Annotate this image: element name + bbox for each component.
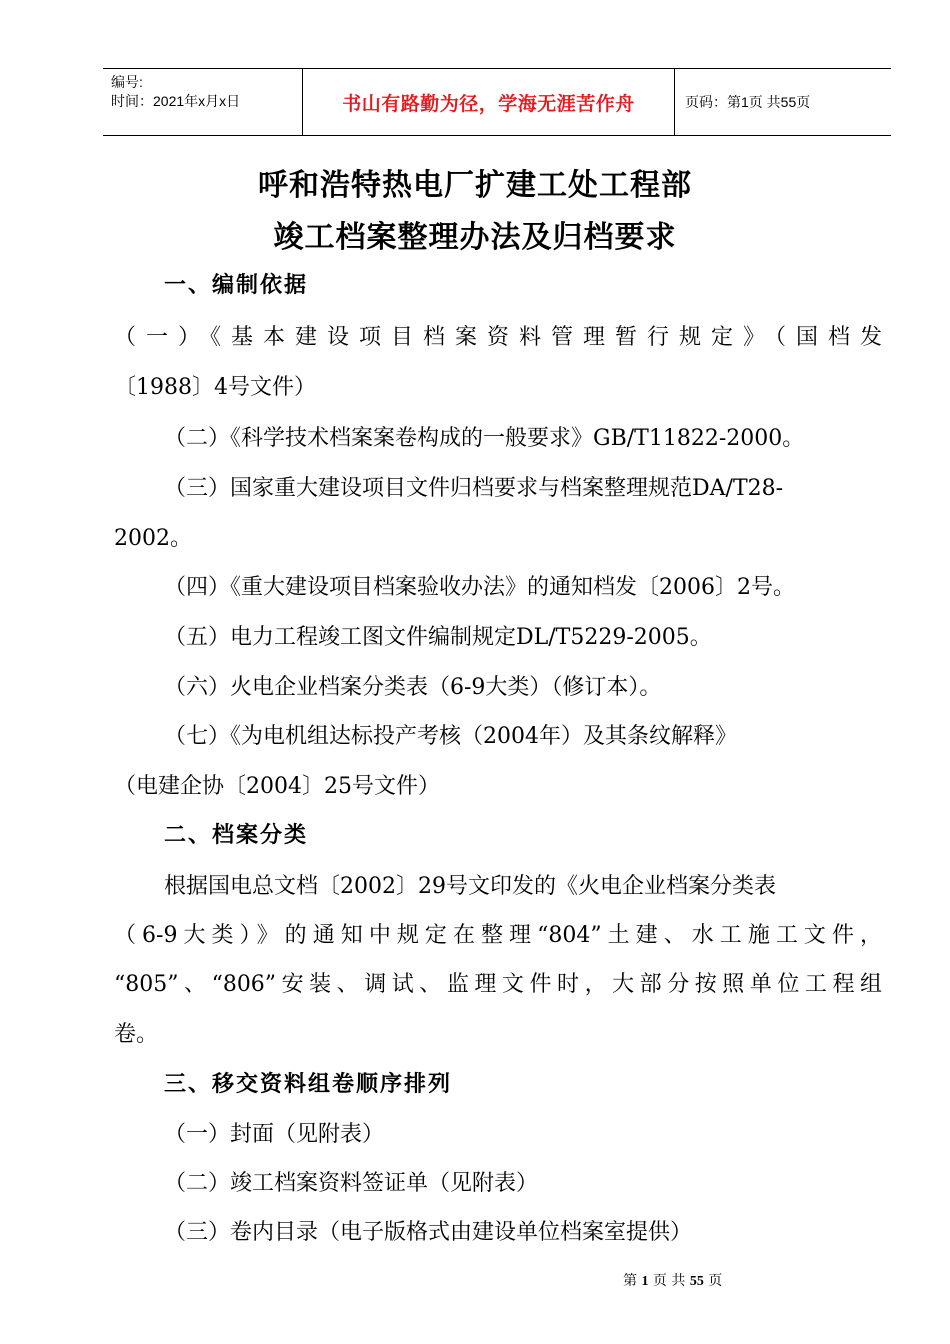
page-footer [623,1270,722,1290]
basis-item-2: （二）《科学技术档案案卷构成的一般要求》GB/T11822-2000。 [164,426,805,451]
classification-para-line1: 根据国电总文档〔2002〕29号文印发的《火电企业档案分类表 [164,874,776,899]
section-heading-2: 二、档案分类 [164,823,309,848]
doc-title-line1: 呼和浩特热电厂扩建工处工程部 [258,168,692,203]
basis-item-7a: （七）《为电机组达标投产考核（2004年）及其条纹解释》 [164,724,737,749]
section-heading-3: 三、移交资料组卷顺序排列 [164,1072,453,1097]
footer-di: 第 [623,1273,637,1289]
basis-item-1a: （一）《基本建设项目档案资料管理暂行规定》（国档发 [114,325,882,350]
basis-item-4: （四）《重大建设项目档案验收办法》的通知档发〔2006〕2号。 [164,575,795,600]
basis-item-3a: （三）国家重大建设项目文件归档要求与档案整理规范DA/T28- [164,476,784,501]
number-label: 编号: [111,74,143,90]
classification-para-line2: （6-9大类）》的通知中规定在整理“804”土建、水工施工文件， [114,923,882,948]
header-page-info: 页码：第1页 共55页 [685,94,811,110]
basis-item-3b: 2002。 [114,526,192,551]
order-item-2: （二）竣工档案资料签证单（见附表） [164,1171,539,1196]
classification-para-line4: 卷。 [114,1022,159,1047]
footer-total-pages: 55 [689,1274,704,1289]
basis-item-7b: （电建企协〔2004〕25号文件） [114,774,440,799]
order-item-1: （一）封面（见附表） [164,1122,385,1147]
page-header [103,68,891,136]
footer-ye: 页 [708,1273,723,1289]
footer-page-number: 1 [641,1274,649,1289]
classification-para-line3: “805”、“806”安装、调试、监理文件时，大部分按照单位工程组 [114,972,882,997]
header-meta [103,69,303,135]
basis-item-1b: 〔1988〕4号文件） [114,375,316,400]
doc-title-line2: 竣工档案整理办法及归档要求 [273,220,677,255]
basis-item-6: （六）火电企业档案分类表（6-9大类）（修订本）。 [164,675,662,700]
footer-ye-gong: 页 共 [652,1273,686,1289]
section-heading-1: 一、编制依据 [164,273,309,298]
basis-item-5: （五）电力工程竣工图文件编制规定DL/T5229-2005。 [164,625,712,650]
header-motto: 书山有路勤为径，学海无涯苦作舟 [303,69,675,135]
order-item-3: （三）卷内目录（电子版格式由建设单位档案室提供） [164,1220,693,1245]
time-label: 时间：2021年x月x日 [111,93,241,109]
